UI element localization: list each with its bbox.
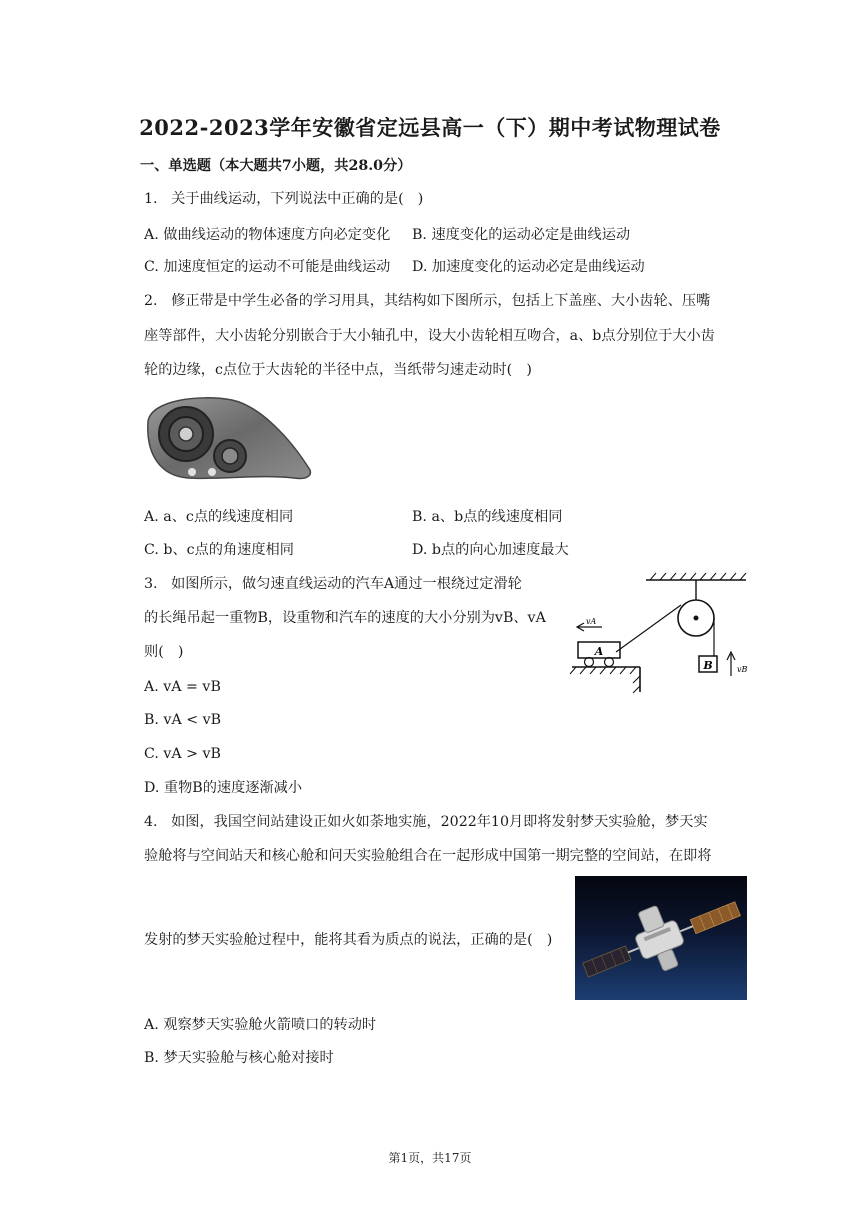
question-2-line-2: 座等部件，大小齿轮分别嵌合于大小轴孔中，设大小齿轮相互吻合，a、b点分别位于大小齿 xyxy=(144,328,715,344)
q1-option-c: C. 加速度恒定的运动不可能是曲线运动 xyxy=(144,259,391,275)
q1-option-b: B. 速度变化的运动必定是曲线运动 xyxy=(412,227,631,243)
question-4-line-3: 发射的梦天实验舱过程中，能将其看为质点的说法，正确的是( ) xyxy=(144,932,553,948)
pulley-diagram xyxy=(568,572,758,696)
car-label: A xyxy=(594,645,604,658)
section-heading: 一、单选题（本大题共7小题，共28.0分） xyxy=(140,158,412,174)
q3-option-a: A. vA = vB xyxy=(144,679,221,695)
question-text: 修正带是中学生必备的学习用具，其结构如下图所示，包括上下盖座、大小齿轮、压嘴 xyxy=(171,293,711,309)
question-3-line-3: 则( ) xyxy=(144,644,184,660)
question-number: 1. xyxy=(144,191,158,207)
question-text: 如图，我国空间站建设正如火如荼地实施，2022年10月即将发射梦天实验舱，梦天实 xyxy=(171,814,708,830)
q2-option-a: A. a、c点的线速度相同 xyxy=(144,509,294,525)
question-1-stem xyxy=(144,189,423,209)
q2-option-b: B. a、b点的线速度相同 xyxy=(412,509,563,525)
question-number: 2. xyxy=(144,293,158,309)
q1-option-d: D. 加速度变化的运动必定是曲线运动 xyxy=(412,259,645,275)
q2-option-d: D. b点的向心加速度最大 xyxy=(412,542,569,558)
question-4-line-1 xyxy=(144,812,708,832)
correction-tape-image xyxy=(140,392,316,488)
q3-option-d: D. 重物B的速度逐渐减小 xyxy=(144,780,303,796)
question-2-line-3: 轮的边缘，c点位于大齿轮的半径中点，当纸带匀速走动时( ) xyxy=(144,362,532,378)
question-text: 关于曲线运动，下列说法中正确的是( ) xyxy=(171,191,424,207)
question-number: 3. xyxy=(144,576,158,592)
va-label: vA xyxy=(586,617,597,626)
q4-option-b: B. 梦天实验舱与核心舱对接时 xyxy=(144,1050,334,1066)
question-3-line-1 xyxy=(144,574,522,594)
weight-label: B xyxy=(703,659,713,672)
question-2-line-1 xyxy=(144,291,710,311)
vb-label: vB xyxy=(737,665,748,674)
q4-option-a: A. 观察梦天实验舱火箭喷口的转动时 xyxy=(144,1017,377,1033)
q2-option-c: C. b、c点的角速度相同 xyxy=(144,542,294,558)
question-3-line-2: 的长绳吊起一重物B，设重物和汽车的速度的大小分别为vB、vA xyxy=(144,610,546,626)
page-title: 2022-2023学年安徽省定远县高一（下）期中考试物理试卷 xyxy=(139,115,721,140)
q1-option-a: A. 做曲线运动的物体速度方向必定变化 xyxy=(144,227,391,243)
space-station-image xyxy=(575,876,747,1000)
question-4-line-2: 验舱将与空间站天和核心舱和问天实验舱组合在一起形成中国第一期完整的空间站，在即将 xyxy=(144,848,712,864)
q3-option-c: C. vA > vB xyxy=(144,746,221,762)
question-number: 4. xyxy=(144,814,158,830)
q3-option-b: B. vA < vB xyxy=(144,712,222,728)
page-footer: 第1页，共17页 xyxy=(388,1151,472,1165)
question-text: 如图所示，做匀速直线运动的汽车A通过一根绕过定滑轮 xyxy=(171,576,522,592)
